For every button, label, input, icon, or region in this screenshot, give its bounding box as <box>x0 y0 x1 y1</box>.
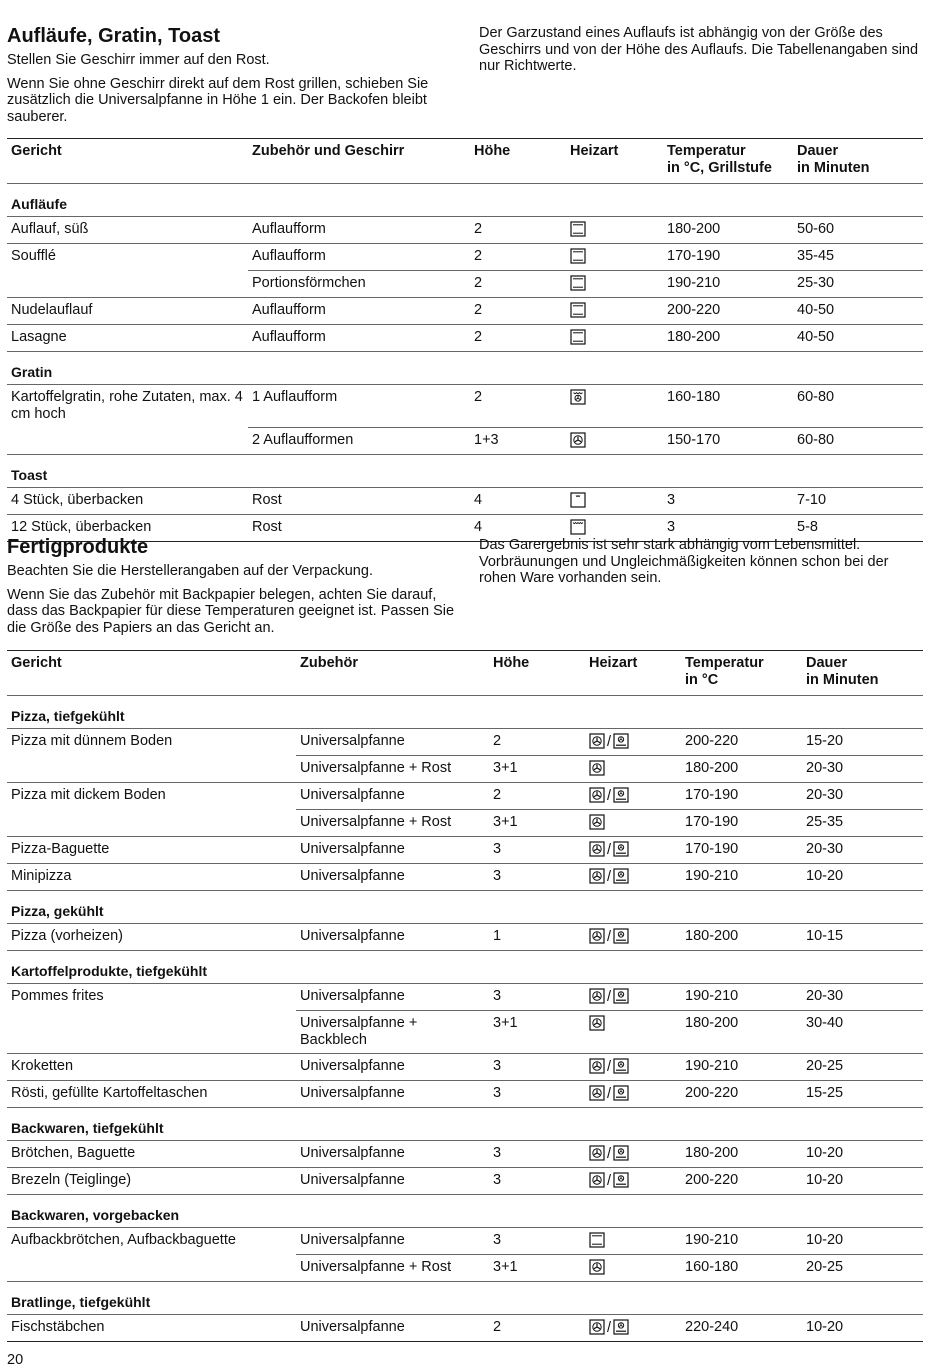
right-column <box>479 25 923 75</box>
dish-cell: Nudelauflauf <box>7 298 248 325</box>
level-cell: 2 <box>470 217 566 244</box>
temperature-cell: 160-180 <box>681 1255 802 1282</box>
duration-cell: 50-60 <box>793 217 923 244</box>
level-cell: 2 <box>470 271 566 298</box>
accessory-cell: Universalpfanne <box>296 837 489 864</box>
accessory-cell: Universalpfanne <box>296 729 489 756</box>
duration-cell: 60-80 <box>793 385 923 428</box>
level-cell: 2 <box>470 325 566 352</box>
group-header-row <box>7 951 923 984</box>
separator-slash: / <box>607 869 612 885</box>
paragraph: Stellen Sie Geschirr immer auf den Rost. <box>7 52 270 68</box>
duration-cell: 25-35 <box>802 810 923 837</box>
hot-air-icon <box>589 988 605 1004</box>
hot-air-icon <box>589 1145 605 1161</box>
separator-slash: / <box>607 989 612 1005</box>
duration-cell: 5-8 <box>793 514 923 541</box>
duration-cell: 10-15 <box>802 924 923 951</box>
left-column <box>7 535 455 636</box>
heating-mode-cell <box>585 1081 681 1108</box>
level-cell: 4 <box>470 514 566 541</box>
hot-air-icon <box>589 1085 605 1101</box>
level-cell: 3+1 <box>489 1011 585 1054</box>
duration-cell: 10-20 <box>802 1315 923 1342</box>
accessory-cell: Auflaufform <box>248 325 470 352</box>
dish-cell: Brezeln (Teiglinge) <box>7 1168 296 1195</box>
duration-cell: 40-50 <box>793 325 923 352</box>
duration-cell: 20-30 <box>802 837 923 864</box>
group-title: Aufläufe <box>7 184 923 217</box>
pizza-setting-icon <box>613 787 629 803</box>
dish-cell: 12 Stück, überbacken <box>7 514 248 541</box>
heating-mode-cell <box>585 984 681 1011</box>
temperature-cell: 180-200 <box>663 325 793 352</box>
temperature-cell: 180-200 <box>681 1141 802 1168</box>
column-header: Heizart <box>566 139 663 184</box>
heating-mode-cell <box>585 837 681 864</box>
temperature-cell: 170-190 <box>681 837 802 864</box>
duration-cell: 10-20 <box>802 1228 923 1255</box>
right-column <box>479 537 923 587</box>
left-column <box>7 24 455 125</box>
pizza-setting-icon <box>613 1058 629 1074</box>
dish-cell: Aufbackbrötchen, Aufbackbaguette <box>11 1232 236 1248</box>
page-number: 20 <box>7 1352 24 1368</box>
top-bottom-heat-icon <box>570 329 586 345</box>
pizza-setting-icon <box>613 1319 629 1335</box>
table-row <box>7 487 923 514</box>
duration-cell: 20-30 <box>802 783 923 810</box>
table-row <box>7 325 923 352</box>
temperature-cell: 190-210 <box>681 864 802 891</box>
table-row <box>7 864 923 891</box>
column-header: Gericht <box>7 139 248 184</box>
hot-air-icon <box>589 868 605 884</box>
dish-cell <box>7 1011 296 1054</box>
table-row <box>7 1168 923 1195</box>
heating-mode-cell <box>566 298 663 325</box>
table-row <box>7 924 923 951</box>
column-header: Höhe <box>489 651 585 696</box>
top-bottom-heat-icon <box>570 221 586 237</box>
heating-mode-cell <box>566 427 663 454</box>
heating-mode-cell <box>566 217 663 244</box>
level-cell: 3+1 <box>489 810 585 837</box>
duration-cell: 35-45 <box>793 244 923 271</box>
column-header: Zubehör <box>296 651 489 696</box>
column-header: Dauer in Minuten <box>793 139 923 184</box>
hot-air-icon <box>589 1015 605 1031</box>
duration-cell: 20-25 <box>802 1054 923 1081</box>
separator-slash: / <box>607 1146 612 1162</box>
heating-mode-cell <box>585 729 681 756</box>
accessory-cell: Universalpfanne <box>296 1141 489 1168</box>
temperature-cell: 220-240 <box>681 1315 802 1342</box>
table-row <box>7 1315 923 1342</box>
group-title: Bratlinge, tiefgekühlt <box>7 1282 923 1315</box>
accessory-cell: Universalpfanne <box>296 1054 489 1081</box>
duration-cell: 30-40 <box>802 1011 923 1054</box>
level-cell: 3 <box>489 1168 585 1195</box>
accessory-cell: Auflaufform <box>248 298 470 325</box>
table-row <box>7 427 923 454</box>
group-header-row <box>7 454 923 487</box>
heating-mode-cell <box>585 1168 681 1195</box>
dish-cell: Rösti, gefüllte Kartoffeltaschen <box>7 1081 296 1108</box>
table-row <box>7 1255 923 1282</box>
group-title: Kartoffelprodukte, tiefgekühlt <box>7 951 923 984</box>
duration-cell: 20-30 <box>802 984 923 1011</box>
top-bottom-heat-icon <box>570 248 586 264</box>
group-title: Gratin <box>7 352 923 385</box>
top-bottom-heat-icon <box>589 1232 605 1248</box>
dish-cell: Kartoffelgratin, rohe Zutaten, max. 4 cm hoch <box>11 389 243 422</box>
duration-cell: 10-20 <box>802 1168 923 1195</box>
heating-mode-cell <box>566 487 663 514</box>
dish-cell: Lasagne <box>7 325 248 352</box>
heating-mode-cell <box>585 783 681 810</box>
dish-cell: Pizza-Baguette <box>7 837 296 864</box>
temperature-cell: 160-180 <box>663 385 793 428</box>
temperature-cell: 190-210 <box>681 1054 802 1081</box>
section-title: Aufläufe, Gratin, Toast <box>7 25 220 47</box>
group-title: Backwaren, tiefgekühlt <box>7 1108 923 1141</box>
pizza-setting-icon <box>613 1085 629 1101</box>
column-header: Zubehör und Geschirr <box>248 139 470 184</box>
dish-cell: Pizza (vorheizen) <box>7 924 296 951</box>
accessory-cell: Portionsförmchen <box>248 271 470 298</box>
separator-slash: / <box>607 1320 612 1336</box>
level-cell: 3 <box>489 837 585 864</box>
pizza-setting-icon <box>613 733 629 749</box>
duration-cell: 25-30 <box>793 271 923 298</box>
accessory-cell: Universalpfanne + Rost <box>296 1255 489 1282</box>
table-row <box>7 217 923 244</box>
separator-slash: / <box>607 1173 612 1189</box>
dish-cell: Pommes frites <box>11 988 104 1004</box>
duration-cell: 40-50 <box>793 298 923 325</box>
hot-air-icon <box>589 841 605 857</box>
hot-air-icon <box>589 787 605 803</box>
hot-air-icon <box>589 760 605 776</box>
dish-cell: Soufflé <box>11 248 56 264</box>
accessory-cell: 2 Auflaufformen <box>248 427 470 454</box>
pizza-setting-icon <box>613 868 629 884</box>
group-header-row <box>7 696 923 729</box>
duration-cell: 15-25 <box>802 1081 923 1108</box>
temperature-cell: 3 <box>663 487 793 514</box>
heating-mode-cell <box>585 1011 681 1054</box>
accessory-cell: Universalpfanne <box>296 1315 489 1342</box>
separator-slash: / <box>607 1059 612 1075</box>
hot-air-icon <box>589 733 605 749</box>
accessory-cell: Universalpfanne <box>296 984 489 1011</box>
accessory-cell: Universalpfanne <box>296 864 489 891</box>
dish-cell <box>7 810 296 837</box>
level-cell: 3 <box>489 1141 585 1168</box>
accessory-cell: Auflaufform <box>248 244 470 271</box>
pizza-setting-icon <box>613 841 629 857</box>
column-header: Dauer in Minuten <box>802 651 923 696</box>
level-cell: 3+1 <box>489 1255 585 1282</box>
hot-air-icon <box>570 432 586 448</box>
column-header: Gericht <box>7 651 296 696</box>
dish-cell: 4 Stück, überbacken <box>7 487 248 514</box>
level-cell: 1+3 <box>470 427 566 454</box>
accessory-cell: 1 Auflaufform <box>248 385 470 428</box>
level-cell: 2 <box>489 1315 585 1342</box>
temperature-cell: 200-220 <box>663 298 793 325</box>
group-title: Pizza, tiefgekühlt <box>7 696 923 729</box>
level-cell: 2 <box>489 729 585 756</box>
accessory-cell: Rost <box>248 487 470 514</box>
dish-cell: Pizza mit dünnem Boden <box>11 733 173 749</box>
section-title: Fertigprodukte <box>7 536 149 558</box>
top-bottom-heat-icon <box>570 275 586 291</box>
table-row <box>7 1011 923 1054</box>
heating-mode-cell <box>585 756 681 783</box>
dish-cell <box>7 1255 296 1282</box>
column-header: Temperatur in °C, Grillstufe <box>663 139 793 184</box>
group-title: Backwaren, vorgebacken <box>7 1195 923 1228</box>
duration-cell: 20-30 <box>802 756 923 783</box>
duration-cell: 10-20 <box>802 1141 923 1168</box>
table-row <box>7 729 923 756</box>
level-cell: 3 <box>489 1081 585 1108</box>
heating-mode-cell <box>566 325 663 352</box>
table-row <box>7 1228 923 1255</box>
table-row <box>7 271 923 298</box>
dish-cell <box>7 427 248 454</box>
pizza-setting-icon <box>613 988 629 1004</box>
level-cell: 4 <box>470 487 566 514</box>
separator-slash: / <box>607 929 612 945</box>
temperature-cell: 200-220 <box>681 729 802 756</box>
level-cell: 1 <box>489 924 585 951</box>
heating-mode-cell <box>585 1054 681 1081</box>
column-header: Höhe <box>470 139 566 184</box>
large-grill-icon <box>570 519 586 535</box>
dish-cell: Fischstäbchen <box>7 1315 296 1342</box>
temperature-cell: 190-210 <box>681 984 802 1011</box>
heating-mode-cell <box>566 244 663 271</box>
table-row <box>7 984 923 1011</box>
temperature-cell: 180-200 <box>681 756 802 783</box>
heating-mode-cell <box>566 271 663 298</box>
pizza-setting-icon <box>613 1172 629 1188</box>
temperature-cell: 190-210 <box>663 271 793 298</box>
group-header-row <box>7 1108 923 1141</box>
temperature-cell: 150-170 <box>663 427 793 454</box>
table-header-row <box>7 651 923 696</box>
temperature-cell: 180-200 <box>681 924 802 951</box>
table-row <box>7 837 923 864</box>
cooking-table-aufl <box>7 138 923 542</box>
cooking-table-fertig <box>7 650 923 1342</box>
paragraph: Wenn Sie das Zubehör mit Backpapier belegen, achten Sie darauf, dass das Backpapier für diese Temperaturen geeignet ist. Passen Sie die Größe des Papiers an das Gericht an. <box>7 586 455 636</box>
duration-cell: 60-80 <box>793 427 923 454</box>
heating-mode-cell <box>585 1255 681 1282</box>
group-header-row <box>7 352 923 385</box>
group-header-row <box>7 1282 923 1315</box>
group-header-row <box>7 891 923 924</box>
paragraph: Das Garergebnis ist sehr stark abhängig vom Lebensmittel. Vorbräunungen und Ungleichmäßigkeiten können schon bei der rohen Ware vorhanden sein. <box>479 537 889 586</box>
separator-slash: / <box>607 842 612 858</box>
separator-slash: / <box>607 734 612 750</box>
level-cell: 3 <box>489 864 585 891</box>
pizza-setting-icon <box>613 1145 629 1161</box>
dish-cell: Pizza mit dickem Boden <box>11 787 166 803</box>
table-row <box>7 244 923 271</box>
small-grill-icon <box>570 492 586 508</box>
table-row <box>7 1141 923 1168</box>
heating-mode-cell <box>585 1141 681 1168</box>
heating-mode-cell <box>585 864 681 891</box>
hot-air-icon <box>589 928 605 944</box>
level-cell: 3 <box>489 984 585 1011</box>
level-cell: 3 <box>489 1054 585 1081</box>
duration-cell: 20-25 <box>802 1255 923 1282</box>
dish-cell <box>7 756 296 783</box>
duration-cell: 7-10 <box>793 487 923 514</box>
hot-air-icon <box>589 1172 605 1188</box>
dish-cell: Kroketten <box>7 1054 296 1081</box>
level-cell: 2 <box>470 244 566 271</box>
dish-cell: Brötchen, Baguette <box>7 1141 296 1168</box>
accessory-cell: Universalpfanne <box>296 924 489 951</box>
table-header-row <box>7 139 923 184</box>
table-row <box>7 756 923 783</box>
hot-air-icon <box>589 1058 605 1074</box>
dish-cell: Minipizza <box>7 864 296 891</box>
heating-mode-cell <box>566 385 663 428</box>
column-header: Heizart <box>585 651 681 696</box>
level-cell: 2 <box>470 385 566 428</box>
temperature-cell: 170-190 <box>663 244 793 271</box>
pizza-setting-icon <box>613 928 629 944</box>
level-cell: 3 <box>489 1228 585 1255</box>
heating-mode-cell <box>585 1228 681 1255</box>
temperature-cell: 170-190 <box>681 810 802 837</box>
temperature-cell: 180-200 <box>663 217 793 244</box>
top-bottom-heat-icon <box>570 302 586 318</box>
duration-cell: 10-20 <box>802 864 923 891</box>
dish-cell: Auflauf, süß <box>7 217 248 244</box>
accessory-cell: Universalpfanne <box>296 1228 489 1255</box>
group-title: Pizza, gekühlt <box>7 891 923 924</box>
separator-slash: / <box>607 788 612 804</box>
table-row <box>7 1081 923 1108</box>
temperature-cell: 190-210 <box>681 1228 802 1255</box>
temperature-cell: 200-220 <box>681 1168 802 1195</box>
heating-mode-cell <box>585 810 681 837</box>
level-cell: 2 <box>489 783 585 810</box>
hot-air-icon <box>589 1259 605 1275</box>
level-cell: 2 <box>470 298 566 325</box>
temperature-cell: 170-190 <box>681 783 802 810</box>
table-row <box>7 298 923 325</box>
duration-cell: 15-20 <box>802 729 923 756</box>
accessory-cell: Universalpfanne + Rost <box>296 810 489 837</box>
heating-mode-cell <box>585 1315 681 1342</box>
table-row <box>7 1054 923 1081</box>
level-cell: 3+1 <box>489 756 585 783</box>
paragraph: Beachten Sie die Herstellerangaben auf der Verpackung. <box>7 563 373 579</box>
hot-air-icon <box>589 1319 605 1335</box>
dish-cell <box>7 271 248 298</box>
circo-roasting-icon <box>570 389 586 405</box>
accessory-cell: Auflaufform <box>248 217 470 244</box>
paragraph: Der Garzustand eines Auflaufs ist abhängig von der Größe des Geschirrs und von der Höhe des Auflaufs. Die Tabellenangaben sind nur Richtwerte. <box>479 25 919 74</box>
group-title: Toast <box>7 454 923 487</box>
accessory-cell: Universalpfanne <box>296 1081 489 1108</box>
group-header-row <box>7 184 923 217</box>
hot-air-icon <box>589 814 605 830</box>
column-header: Temperatur in °C <box>681 651 802 696</box>
accessory-cell: Universalpfanne + Backblech <box>296 1011 489 1054</box>
paragraph: Wenn Sie ohne Geschirr direkt auf dem Rost grillen, schieben Sie zusätzlich die Universalpfanne in Höhe 1 ein. Der Backofen bleibt sauberer. <box>7 75 429 125</box>
accessory-cell: Universalpfanne + Rost <box>296 756 489 783</box>
table-row <box>7 783 923 810</box>
accessory-cell: Rost <box>248 514 470 541</box>
temperature-cell: 3 <box>663 514 793 541</box>
accessory-cell: Universalpfanne <box>296 1168 489 1195</box>
table-row <box>7 385 923 428</box>
heating-mode-cell <box>585 924 681 951</box>
accessory-cell: Universalpfanne <box>296 783 489 810</box>
separator-slash: / <box>607 1086 612 1102</box>
group-header-row <box>7 1195 923 1228</box>
temperature-cell: 180-200 <box>681 1011 802 1054</box>
table-row <box>7 810 923 837</box>
temperature-cell: 200-220 <box>681 1081 802 1108</box>
